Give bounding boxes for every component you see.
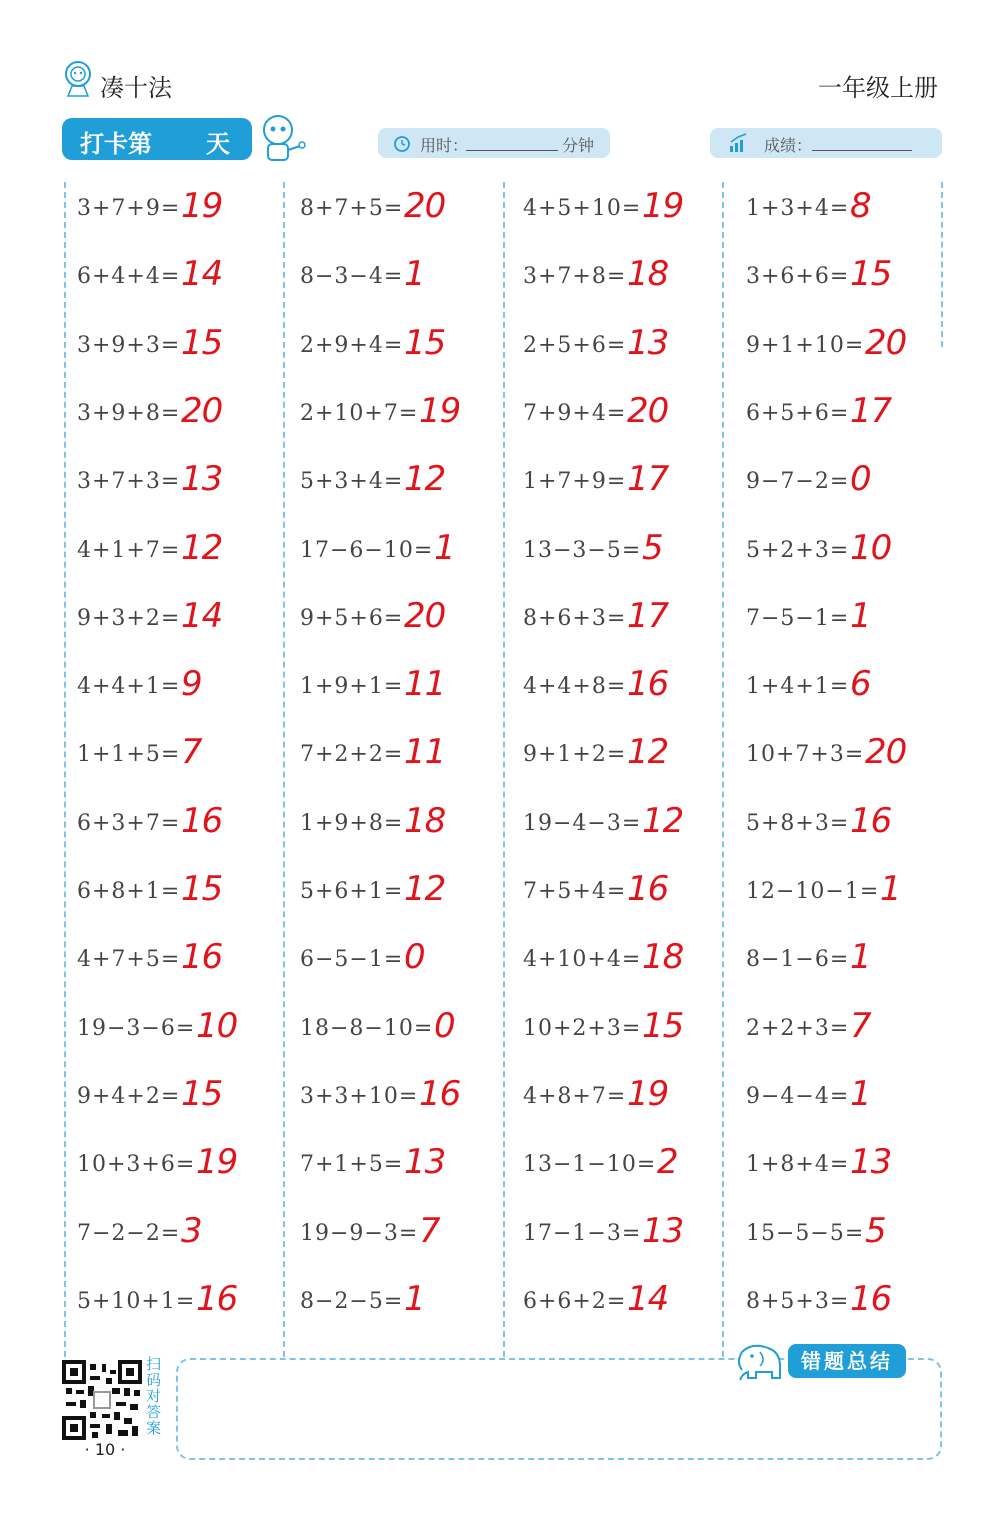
- problem-equation: 9−7−2=: [746, 469, 850, 494]
- handwritten-answer[interactable]: 20: [627, 391, 669, 431]
- handwritten-answer[interactable]: 14: [181, 254, 223, 294]
- problem-equation: 5+6+1=: [300, 879, 404, 904]
- problem-equation: 12−10−1=: [746, 879, 880, 904]
- problem-equation: 1+3+4=: [746, 196, 850, 221]
- problem-equation: 2+10+7=: [300, 401, 419, 426]
- problem-equation: 5+3+4=: [300, 469, 404, 494]
- handwritten-answer[interactable]: 19: [627, 1074, 669, 1114]
- handwritten-answer[interactable]: 12: [181, 528, 223, 568]
- column-divider: [722, 182, 724, 1357]
- problem-equation: 6+5+6=: [746, 401, 850, 426]
- handwritten-answer[interactable]: 16: [196, 1279, 238, 1319]
- handwritten-answer[interactable]: 11: [404, 732, 446, 772]
- problem-equation: 8+7+5=: [300, 196, 404, 221]
- handwritten-answer[interactable]: 7: [850, 1006, 871, 1046]
- handwritten-answer[interactable]: 15: [404, 323, 446, 363]
- handwritten-answer[interactable]: 20: [865, 323, 907, 363]
- problem-equation: 1+7+9=: [523, 469, 627, 494]
- problem-equation: 15−5−5=: [746, 1221, 865, 1246]
- handwritten-answer[interactable]: 0: [850, 459, 871, 499]
- handwritten-answer[interactable]: 15: [642, 1006, 684, 1046]
- problem-equation: 2+9+4=: [300, 333, 404, 358]
- handwritten-answer[interactable]: 10: [196, 1006, 238, 1046]
- column-divider: [941, 182, 943, 347]
- handwritten-answer[interactable]: 3: [181, 1211, 202, 1251]
- problem-equation: 1+4+1=: [746, 674, 850, 699]
- problem-equation: 2+5+6=: [523, 333, 627, 358]
- handwritten-answer[interactable]: 19: [181, 186, 223, 226]
- handwritten-answer[interactable]: 1: [850, 937, 871, 977]
- handwritten-answer[interactable]: 16: [181, 937, 223, 977]
- time-label: 用时：: [420, 136, 469, 155]
- problem-equation: 6+3+7=: [77, 811, 181, 836]
- handwritten-answer[interactable]: 14: [627, 1279, 669, 1319]
- problem-equation: 7+1+5=: [300, 1152, 404, 1177]
- problem-equation: 3+7+8=: [523, 264, 627, 289]
- problem-equation: 7+9+4=: [523, 401, 627, 426]
- handwritten-answer[interactable]: 17: [850, 391, 892, 431]
- problem-equation: 1+9+8=: [300, 811, 404, 836]
- problem-equation: 3+7+9=: [77, 196, 181, 221]
- problem-equation: 3+6+6=: [746, 264, 850, 289]
- problem-equation: 7+2+2=: [300, 742, 404, 767]
- problem-equation: 13−3−5=: [523, 538, 642, 563]
- book-brand: 凑十法: [100, 74, 172, 102]
- handwritten-answer[interactable]: 15: [181, 869, 223, 909]
- handwritten-answer[interactable]: 13: [627, 323, 669, 363]
- checkin-prefix: 打卡第: [80, 130, 152, 158]
- problem-equation: 5+2+3=: [746, 538, 850, 563]
- lion-logo-icon: [62, 60, 94, 98]
- problem-equation: 13−1−10=: [523, 1152, 657, 1177]
- handwritten-answer[interactable]: 15: [181, 323, 223, 363]
- problem-equation: 2+2+3=: [746, 1016, 850, 1041]
- problem-equation: 5+8+3=: [746, 811, 850, 836]
- checkin-bar: [62, 118, 252, 160]
- handwritten-answer[interactable]: 9: [181, 664, 202, 704]
- elephant-icon: [732, 1340, 788, 1382]
- time-blank[interactable]: [466, 150, 558, 151]
- problem-equation: 8+6+3=: [523, 606, 627, 631]
- problem-equation: 6+8+1=: [77, 879, 181, 904]
- handwritten-answer[interactable]: 18: [627, 254, 669, 294]
- handwritten-answer[interactable]: 13: [642, 1211, 684, 1251]
- rising-chart-icon: [728, 132, 750, 154]
- problem-equation: 3+9+8=: [77, 401, 181, 426]
- problem-equation: 1+1+5=: [77, 742, 181, 767]
- problem-equation: 4+5+10=: [523, 196, 642, 221]
- column-divider: [503, 182, 505, 1357]
- problem-equation: 7−2−2=: [77, 1221, 181, 1246]
- problem-equation: 9+5+6=: [300, 606, 404, 631]
- problem-equation: 4+8+7=: [523, 1084, 627, 1109]
- problem-equation: 1+8+4=: [746, 1152, 850, 1177]
- handwritten-answer[interactable]: 0: [404, 937, 425, 977]
- handwritten-answer[interactable]: 16: [850, 1279, 892, 1319]
- handwritten-answer[interactable]: 5: [642, 528, 663, 568]
- handwritten-answer[interactable]: 20: [865, 732, 907, 772]
- handwritten-answer[interactable]: 12: [642, 801, 684, 841]
- handwritten-answer[interactable]: 13: [850, 1142, 892, 1182]
- handwritten-answer[interactable]: 12: [404, 459, 446, 499]
- problem-equation: 6−5−1=: [300, 947, 404, 972]
- problem-equation: 17−6−10=: [300, 538, 434, 563]
- problem-equation: 4+4+8=: [523, 674, 627, 699]
- page-number: · 10 ·: [84, 1440, 126, 1459]
- mistake-summary-label: 错题总结: [788, 1344, 906, 1378]
- handwritten-answer[interactable]: 16: [850, 801, 892, 841]
- problem-equation: 8−1−6=: [746, 947, 850, 972]
- problem-equation: 18−8−10=: [300, 1016, 434, 1041]
- checkin-suffix: 天: [206, 130, 230, 158]
- handwritten-answer[interactable]: 20: [404, 186, 446, 226]
- problem-equation: 10+7+3=: [746, 742, 865, 767]
- handwritten-answer[interactable]: 13: [404, 1142, 446, 1182]
- problem-equation: 1+9+1=: [300, 674, 404, 699]
- grade-label: 一年级上册: [818, 74, 938, 102]
- problem-equation: 5+10+1=: [77, 1289, 196, 1314]
- handwritten-answer[interactable]: 19: [419, 391, 461, 431]
- problem-equation: 9+1+2=: [523, 742, 627, 767]
- problem-equation: 6+6+2=: [523, 1289, 627, 1314]
- handwritten-answer[interactable]: 15: [181, 1074, 223, 1114]
- handwritten-answer[interactable]: 8: [850, 186, 871, 226]
- handwritten-answer[interactable]: 13: [181, 459, 223, 499]
- problem-equation: 10+2+3=: [523, 1016, 642, 1041]
- handwritten-answer[interactable]: 17: [627, 596, 669, 636]
- handwritten-answer[interactable]: 19: [196, 1142, 238, 1182]
- problem-equation: 9+1+10=: [746, 333, 865, 358]
- handwritten-answer[interactable]: 1: [404, 254, 425, 294]
- problem-equation: 9+3+2=: [77, 606, 181, 631]
- handwritten-answer[interactable]: 7: [181, 732, 202, 772]
- handwritten-answer[interactable]: 1: [880, 869, 901, 909]
- problem-equation: 8−2−5=: [300, 1289, 404, 1314]
- problem-equation: 3+7+3=: [77, 469, 181, 494]
- score-label: 成绩：: [764, 136, 813, 155]
- handwritten-answer[interactable]: 15: [850, 254, 892, 294]
- problem-equation: 19−4−3=: [523, 811, 642, 836]
- problem-equation: 8+5+3=: [746, 1289, 850, 1314]
- problem-equation: 7−5−1=: [746, 606, 850, 631]
- handwritten-answer[interactable]: 0: [434, 1006, 455, 1046]
- alarm-clock-icon: [392, 133, 412, 153]
- problem-equation: 4+7+5=: [77, 947, 181, 972]
- problem-equation: 4+10+4=: [523, 947, 642, 972]
- handwritten-answer[interactable]: 1: [850, 1074, 871, 1114]
- handwritten-answer[interactable]: 1: [850, 596, 871, 636]
- problem-equation: 19−3−6=: [77, 1016, 196, 1041]
- time-bar: [378, 128, 610, 158]
- problem-equation: 4+4+1=: [77, 674, 181, 699]
- score-blank[interactable]: [812, 150, 912, 151]
- handwritten-answer[interactable]: 14: [181, 596, 223, 636]
- handwritten-answer[interactable]: 7: [419, 1211, 440, 1251]
- qr-code-icon[interactable]: [62, 1360, 142, 1440]
- handwritten-answer[interactable]: 17: [627, 459, 669, 499]
- column-divider: [283, 182, 285, 1357]
- problem-equation: 3+3+10=: [300, 1084, 419, 1109]
- score-bar: [710, 128, 942, 158]
- problem-equation: 17−1−3=: [523, 1221, 642, 1246]
- handwritten-answer[interactable]: 18: [404, 801, 446, 841]
- scan-for-answers-label: 扫码对答案: [146, 1355, 162, 1437]
- handwritten-answer[interactable]: 16: [627, 869, 669, 909]
- robot-mascot-icon: [250, 112, 310, 168]
- handwritten-answer[interactable]: 16: [419, 1074, 461, 1114]
- problem-equation: 8−3−4=: [300, 264, 404, 289]
- handwritten-answer[interactable]: 11: [404, 664, 446, 704]
- handwritten-answer[interactable]: 16: [627, 664, 669, 704]
- problem-equation: 10+3+6=: [77, 1152, 196, 1177]
- handwritten-answer[interactable]: 12: [627, 732, 669, 772]
- handwritten-answer[interactable]: 1: [434, 528, 455, 568]
- handwritten-answer[interactable]: 20: [181, 391, 223, 431]
- problem-equation: 6+4+4=: [77, 264, 181, 289]
- problem-equation: 9+4+2=: [77, 1084, 181, 1109]
- column-divider: [64, 182, 66, 1357]
- handwritten-answer[interactable]: 6: [850, 664, 871, 704]
- handwritten-answer[interactable]: 5: [865, 1211, 886, 1251]
- handwritten-answer[interactable]: 1: [404, 1279, 425, 1319]
- handwritten-answer[interactable]: 19: [642, 186, 684, 226]
- handwritten-answer[interactable]: 10: [850, 528, 892, 568]
- handwritten-answer[interactable]: 20: [404, 596, 446, 636]
- problem-equation: 3+9+3=: [77, 333, 181, 358]
- problem-equation: 19−9−3=: [300, 1221, 419, 1246]
- time-unit: 分钟: [562, 136, 595, 155]
- handwritten-answer[interactable]: 16: [181, 801, 223, 841]
- problem-equation: 9−4−4=: [746, 1084, 850, 1109]
- problem-equation: 7+5+4=: [523, 879, 627, 904]
- handwritten-answer[interactable]: 2: [657, 1142, 678, 1182]
- problem-equation: 4+1+7=: [77, 538, 181, 563]
- handwritten-answer[interactable]: 18: [642, 937, 684, 977]
- handwritten-answer[interactable]: 12: [404, 869, 446, 909]
